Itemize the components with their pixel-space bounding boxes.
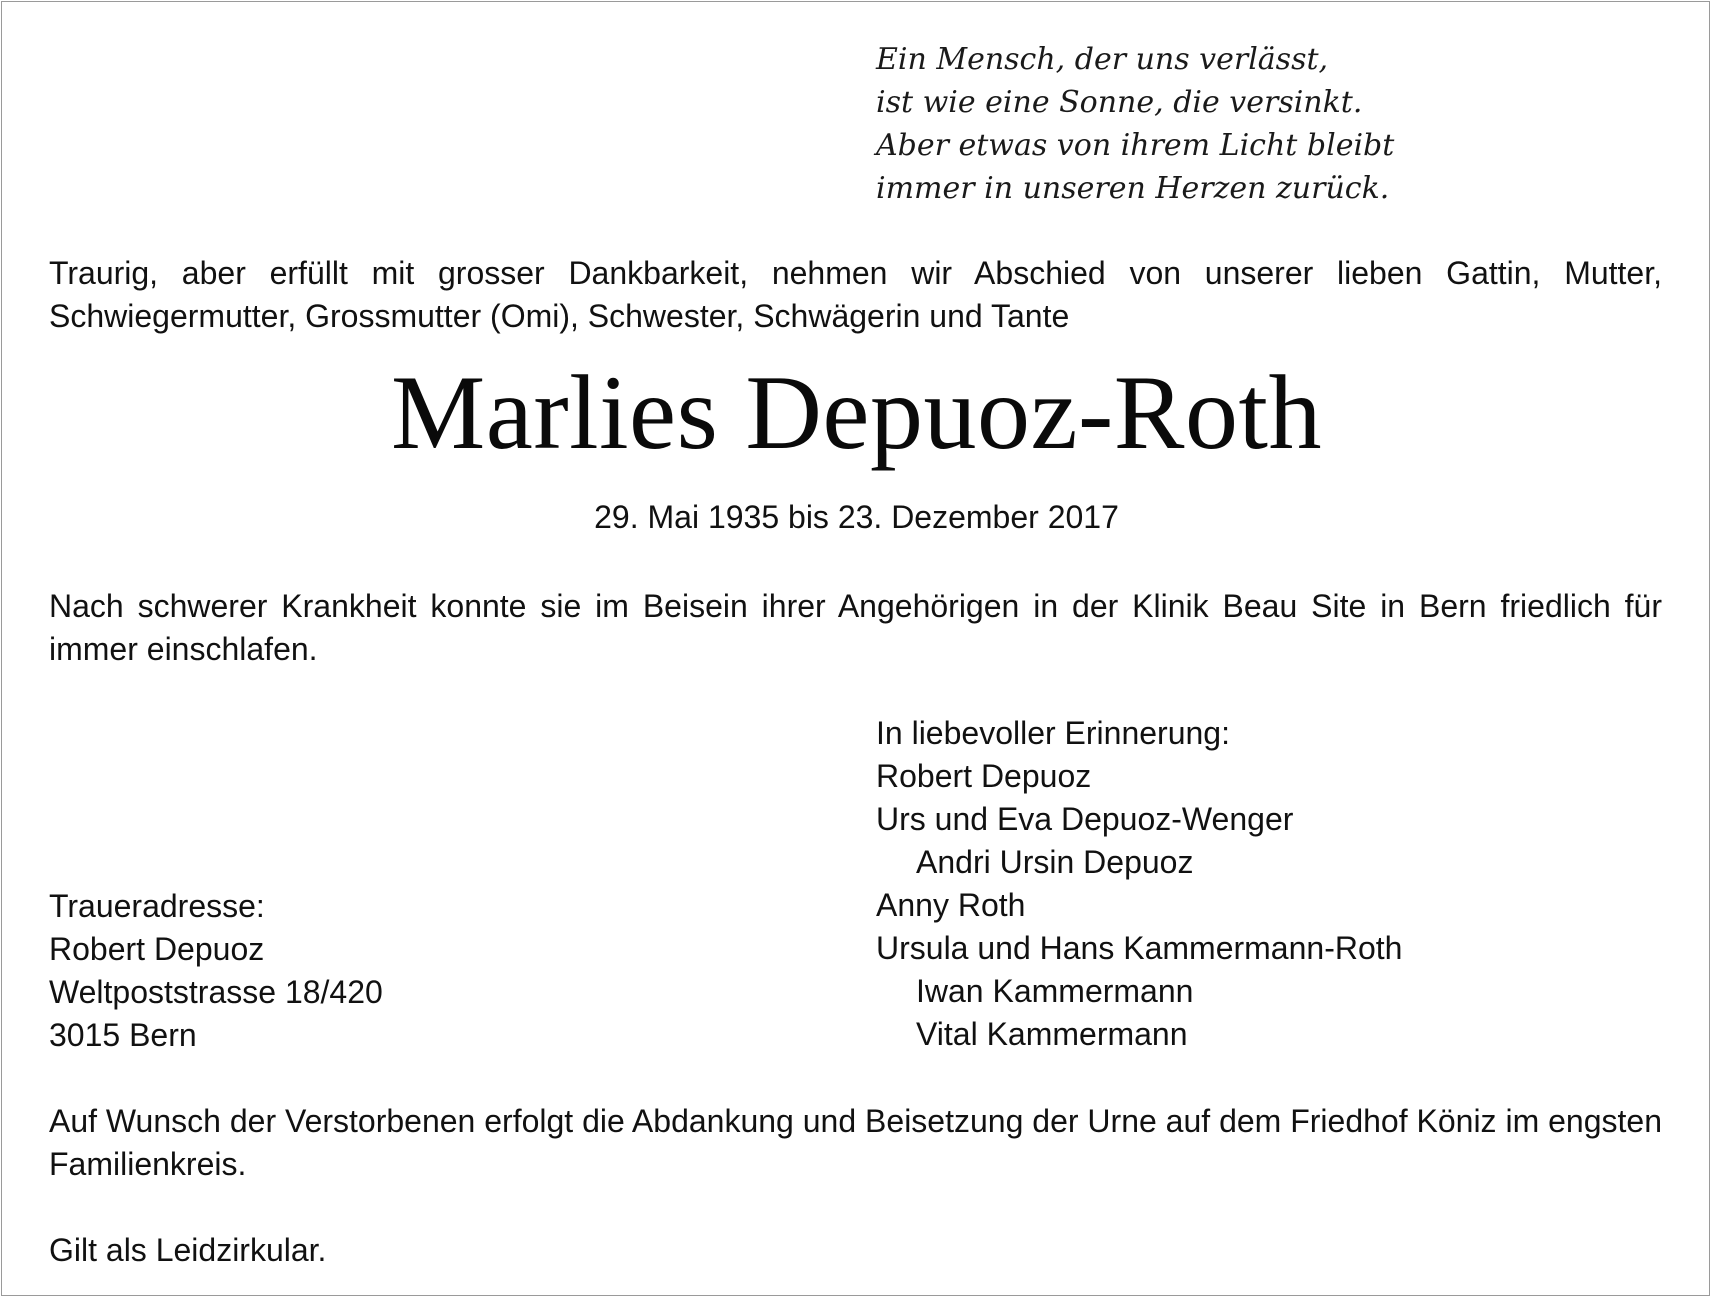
address-heading: Traueradresse: xyxy=(49,888,265,924)
address-name: Robert Depuoz xyxy=(49,931,265,967)
verse-line: Ein Mensch, der uns verlässt, xyxy=(876,42,1329,77)
family-member: Robert Depuoz xyxy=(876,758,1092,794)
verse-line: immer in unseren Herzen zurück. xyxy=(876,171,1390,206)
passing-paragraph: Nach schwerer Krankheit konnte sie im Beisein ihrer Angehörigen in der Klinik Beau Site in Bern friedlich für immer einschlafen. xyxy=(49,588,1662,667)
family-member: Vital Kammermann xyxy=(916,1016,1188,1052)
family-member: Iwan Kammermann xyxy=(916,973,1194,1009)
mourning-address xyxy=(49,885,383,1057)
family-heading: In liebevoller Erinnerung: xyxy=(876,715,1230,751)
funeral-paragraph: Auf Wunsch der Verstorbenen erfolgt die Abdankung und Beisetzung der Urne auf dem Friedhof Köniz im engsten Familienkreis. xyxy=(49,1103,1662,1182)
verse-line: Aber etwas von ihrem Licht bleibt xyxy=(876,128,1395,163)
memorial-verse xyxy=(876,38,1394,210)
address-city: 3015 Bern xyxy=(49,1017,197,1053)
address-street: Weltpoststrasse 18/420 xyxy=(49,974,383,1010)
life-dates: 29. Mai 1935 bis 23. Dezember 2017 xyxy=(594,499,1119,535)
deceased-name: Marlies Depuoz-Roth xyxy=(391,354,1322,471)
intro-paragraph: Traurig, aber erfüllt mit grosser Dankbarkeit, nehmen wir Abschied von unserer lieben Gattin, Mutter, Schwiegermutter, Grossmutter (Omi), Schwester, Schwägerin und Tante xyxy=(49,255,1662,334)
family-member: Urs und Eva Depuoz-Wenger xyxy=(876,801,1294,837)
family-list xyxy=(876,712,1402,1056)
family-member: Anny Roth xyxy=(876,887,1026,923)
verse-line: ist wie eine Sonne, die versinkt. xyxy=(876,85,1363,120)
family-member: Andri Ursin Depuoz xyxy=(916,844,1194,880)
circular-note: Gilt als Leidzirkular. xyxy=(49,1232,327,1268)
family-member: Ursula und Hans Kammermann-Roth xyxy=(876,930,1403,966)
